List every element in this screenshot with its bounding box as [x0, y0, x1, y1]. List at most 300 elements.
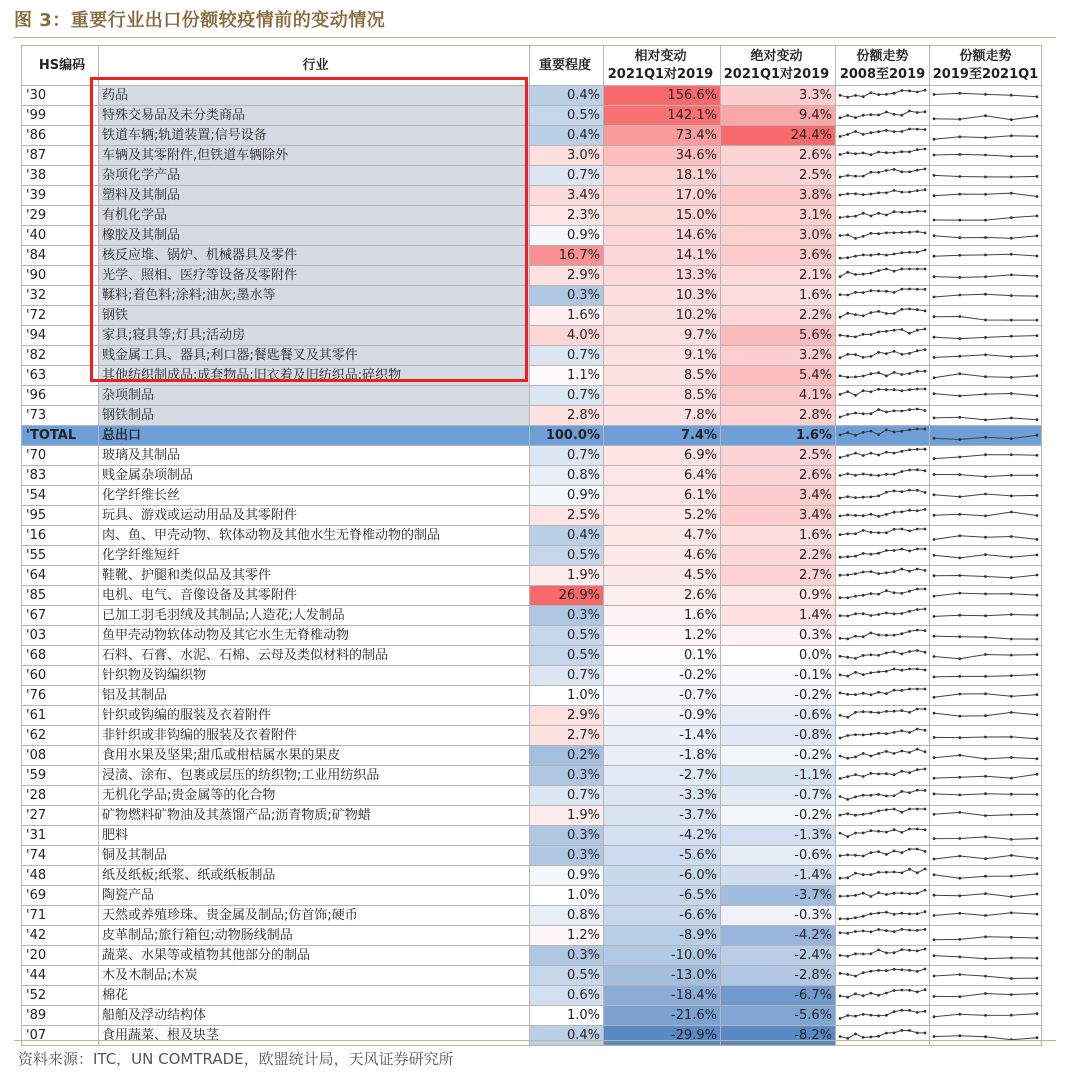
sparkline-point — [870, 711, 873, 714]
sparkline-point — [900, 968, 903, 971]
importance-cell: 2.9% — [530, 266, 604, 286]
sparkline-point — [839, 556, 842, 559]
sparkline-point — [908, 711, 911, 714]
sparkline-point — [1010, 936, 1013, 939]
sparkline-point — [877, 793, 880, 796]
sparkline-point — [870, 592, 873, 595]
sparkline-point — [870, 733, 873, 736]
sparkline-svg — [930, 86, 1041, 105]
sparkline-point — [984, 493, 987, 496]
absolute-change-cell: 3.3% — [721, 86, 836, 106]
sparkline-line — [840, 749, 925, 758]
table-row — [22, 746, 1042, 766]
sparkline-point — [893, 113, 896, 116]
sparkline-point — [1010, 793, 1013, 796]
sparkline-point — [958, 315, 961, 318]
sparkline-svg — [930, 286, 1041, 305]
sparkline-point — [885, 312, 888, 315]
table-row — [22, 886, 1042, 906]
absolute-change-cell: -4.2% — [721, 926, 836, 946]
sparkline-point — [933, 174, 936, 177]
importance-cell: 0.3% — [530, 286, 604, 306]
sparkline-line — [840, 1030, 925, 1038]
sparkline-2019-2021 — [930, 1006, 1042, 1026]
absolute-change-cell: -0.2% — [721, 686, 836, 706]
relative-change-cell: 6.4% — [604, 466, 721, 486]
sparkline-point — [885, 231, 888, 234]
sparkline-point — [854, 273, 857, 276]
sparkline-point — [893, 473, 896, 476]
table-row — [22, 366, 1042, 386]
sparkline-2008-2019 — [836, 526, 930, 546]
sparkline-point — [877, 495, 880, 498]
sparkline-point — [885, 451, 888, 454]
sparkline-line — [840, 790, 925, 799]
sparkline-point — [916, 1011, 919, 1014]
sparkline-svg — [836, 1006, 929, 1025]
sparkline-point — [984, 975, 987, 978]
sparkline-svg — [836, 766, 929, 785]
sparkline-point — [885, 549, 888, 552]
relative-change-cell: 9.7% — [604, 326, 721, 346]
sparkline-point — [916, 548, 919, 551]
industry-name-cell: 药品 — [99, 86, 530, 106]
sparkline-2008-2019 — [836, 366, 930, 386]
sparkline-point — [854, 796, 857, 799]
sparkline-svg — [930, 606, 1041, 625]
sparkline-point — [1036, 434, 1039, 437]
sparkline-point — [984, 792, 987, 795]
sparkline-point — [885, 853, 888, 856]
sparkline-point — [1036, 354, 1039, 357]
sparkline-2008-2019 — [836, 546, 930, 566]
sparkline-point — [846, 895, 849, 898]
sparkline-point — [1010, 654, 1013, 657]
sparkline-line — [840, 470, 925, 476]
sparkline-point — [862, 356, 865, 359]
sparkline-point — [924, 448, 927, 451]
importance-cell: 26.9% — [530, 586, 604, 606]
importance-cell: 0.5% — [530, 546, 604, 566]
sparkline-point — [877, 253, 880, 256]
sparkline-point — [933, 756, 936, 759]
sparkline-point — [958, 395, 961, 398]
sparkline-point — [870, 632, 873, 635]
absolute-change-cell: 2.5% — [721, 446, 836, 466]
sparkline-point — [885, 191, 888, 194]
table-row — [22, 146, 1042, 166]
sparkline-point — [846, 96, 849, 99]
sparkline-svg — [930, 246, 1041, 265]
sparkline-point — [870, 812, 873, 815]
sparkline-point — [924, 188, 927, 191]
industry-name-cell: 无机化学品;贵金属等的化合物 — [99, 786, 530, 806]
sparkline-point — [877, 891, 880, 894]
hs-code-cell: '89 — [22, 1006, 99, 1026]
sparkline-point — [846, 114, 849, 117]
table-row — [22, 766, 1042, 786]
importance-cell: 2.8% — [530, 406, 604, 426]
sparkline-point — [862, 692, 865, 695]
importance-cell: 1.6% — [530, 306, 604, 326]
sparkline-point — [908, 731, 911, 734]
sparkline-point — [893, 850, 896, 853]
absolute-change-cell: 1.6% — [721, 526, 836, 546]
sparkline-point — [839, 176, 842, 179]
sparkline-point — [877, 515, 880, 518]
header-trend-2008-2019-sub: 2008至2019 — [839, 66, 926, 82]
sparkline-point — [958, 794, 961, 797]
sparkline-2019-2021 — [930, 846, 1042, 866]
header-absolute-change-label: 绝对变动 — [750, 48, 803, 64]
sparkline-point — [1010, 977, 1013, 980]
sparkline-point — [916, 388, 919, 391]
sparkline-svg — [836, 166, 929, 185]
table-row — [22, 686, 1042, 706]
sparkline-point — [900, 928, 903, 931]
sparkline-point — [846, 174, 849, 177]
sparkline-2019-2021 — [930, 306, 1042, 326]
sparkline-point — [958, 534, 961, 537]
sparkline-point — [885, 1014, 888, 1017]
hs-code-cell: '64 — [22, 566, 99, 586]
sparkline-point — [839, 995, 842, 998]
industry-name-cell: 蔬菜、水果等或植物其他部分的制品 — [99, 946, 530, 966]
sparkline-point — [877, 691, 880, 694]
sparkline-point — [1010, 155, 1013, 158]
relative-change-cell: -21.6% — [604, 1006, 721, 1026]
sparkline-point — [1036, 295, 1039, 298]
hs-code-cell: '83 — [22, 466, 99, 486]
sparkline-point — [900, 669, 903, 672]
sparkline-point — [1010, 511, 1013, 514]
sparkline-point — [933, 813, 936, 816]
sparkline-point — [1036, 235, 1039, 238]
importance-cell: 0.8% — [530, 906, 604, 926]
sparkline-point — [893, 951, 896, 954]
sparkline-point — [916, 91, 919, 94]
sparkline-point — [984, 236, 987, 239]
sparkline-point — [958, 995, 961, 998]
importance-cell: 4.0% — [530, 326, 604, 346]
sparkline-point — [854, 291, 857, 294]
sparkline-point — [877, 850, 880, 853]
absolute-change-cell: 0.0% — [721, 646, 836, 666]
sparkline-point — [908, 352, 911, 355]
industry-name-cell: 其他纺织制成品;成套物品;旧衣着及旧纺织品;碎织物 — [99, 366, 530, 386]
sparkline-point — [877, 191, 880, 194]
share-change-table — [21, 45, 1042, 1046]
sparkline-point — [893, 490, 896, 493]
sparkline-point — [846, 1014, 849, 1017]
sparkline-point — [862, 635, 865, 638]
sparkline-line — [840, 190, 925, 195]
sparkline-line — [840, 309, 925, 317]
sparkline-point — [893, 231, 896, 234]
importance-cell: 0.7% — [530, 446, 604, 466]
sparkline-point — [877, 388, 880, 391]
sparkline-svg — [836, 246, 929, 265]
sparkline-point — [924, 1032, 927, 1035]
sparkline-point — [870, 311, 873, 314]
sparkline-point — [854, 756, 857, 759]
relative-change-cell: 6.1% — [604, 486, 721, 506]
header-trend-2019-2021-label: 份额走势 — [959, 48, 1012, 64]
sparkline-svg — [836, 126, 929, 145]
sparkline-2019-2021 — [930, 286, 1042, 306]
importance-cell: 0.3% — [530, 846, 604, 866]
sparkline-point — [900, 450, 903, 453]
industry-name-cell: 车辆及其零附件,但铁道车辆除外 — [99, 146, 530, 166]
sparkline-2008-2019 — [836, 586, 930, 606]
sparkline-point — [862, 333, 865, 336]
hs-code-cell: '63 — [22, 366, 99, 386]
hs-code-cell: '31 — [22, 826, 99, 846]
sparkline-point — [1036, 638, 1039, 641]
header-trend-2019-2021-sub: 2019至2021Q1 — [932, 66, 1039, 82]
relative-change-cell: 0.1% — [604, 646, 721, 666]
absolute-change-cell: -3.7% — [721, 886, 836, 906]
sparkline-point — [958, 276, 961, 279]
sparkline-point — [893, 591, 896, 594]
sparkline-point — [916, 912, 919, 915]
sparkline-point — [1036, 155, 1039, 158]
importance-cell: 2.9% — [530, 706, 604, 726]
hs-code-cell: '39 — [22, 186, 99, 206]
sparkline-line — [840, 509, 925, 516]
industry-name-cell: 杂项化学产品 — [99, 166, 530, 186]
sparkline-point — [900, 308, 903, 311]
importance-cell: 2.7% — [530, 726, 604, 746]
sparkline-point — [908, 848, 911, 851]
sparkline-point — [908, 90, 911, 93]
sparkline-point — [1010, 134, 1013, 137]
sparkline-2008-2019 — [836, 986, 930, 1006]
sparkline-line — [840, 250, 925, 258]
sparkline-point — [1010, 895, 1013, 898]
importance-cell: 1.0% — [530, 886, 604, 906]
table-row-total — [22, 426, 1042, 446]
sparkline-point — [893, 549, 896, 552]
relative-change-cell: 15.0% — [604, 206, 721, 226]
relative-change-cell: 6.9% — [604, 446, 721, 466]
sparkline-point — [846, 271, 849, 274]
sparkline-point — [870, 1014, 873, 1017]
sparkline-point — [984, 293, 987, 296]
sparkline-point — [908, 688, 911, 691]
sparkline-point — [984, 436, 987, 439]
absolute-change-cell: -0.6% — [721, 706, 836, 726]
sparkline-point — [958, 894, 961, 897]
sparkline-svg — [930, 706, 1041, 725]
sparkline-point — [916, 748, 919, 751]
sparkline-point — [984, 614, 987, 617]
industry-name-cell: 总出口 — [99, 426, 530, 446]
sparkline-line — [840, 869, 925, 878]
sparkline-point — [870, 171, 873, 174]
sparkline-point — [839, 257, 842, 260]
sparkline-point — [916, 489, 919, 492]
sparkline-point — [854, 671, 857, 674]
sparkline-svg — [836, 866, 929, 885]
sparkline-point — [958, 877, 961, 880]
relative-change-cell: 14.6% — [604, 226, 721, 246]
sparkline-svg — [836, 746, 929, 765]
sparkline-point — [862, 710, 865, 713]
sparkline-point — [908, 570, 911, 573]
sparkline-svg — [836, 446, 929, 465]
sparkline-svg — [930, 866, 1041, 885]
sparkline-point — [862, 431, 865, 434]
sparkline-point — [924, 491, 927, 494]
sparkline-svg — [836, 666, 929, 685]
sparkline-point — [854, 1033, 857, 1036]
sparkline-2008-2019 — [836, 666, 930, 686]
importance-cell: 0.3% — [530, 606, 604, 626]
sparkline-line — [840, 211, 925, 217]
absolute-change-cell: -0.6% — [721, 846, 836, 866]
sparkline-svg — [836, 946, 929, 965]
sparkline-point — [958, 513, 961, 516]
sparkline-point — [1010, 94, 1013, 97]
sparkline-point — [933, 975, 936, 978]
sparkline-2008-2019 — [836, 506, 930, 526]
sparkline-point — [916, 708, 919, 711]
relative-change-cell: -1.8% — [604, 746, 721, 766]
relative-change-cell: -3.3% — [604, 786, 721, 806]
sparkline-point — [839, 474, 842, 477]
sparkline-point — [1010, 875, 1013, 878]
sparkline-point — [1010, 392, 1013, 395]
industry-name-cell: 矿物燃料矿物油及其蒸馏产品;沥青物质;矿物蜡 — [99, 806, 530, 826]
sparkline-point — [933, 93, 936, 96]
importance-cell: 0.8% — [530, 466, 604, 486]
sparkline-svg — [930, 266, 1041, 285]
sparkline-point — [984, 692, 987, 695]
sparkline-point — [958, 956, 961, 959]
sparkline-point — [839, 596, 842, 599]
sparkline-point — [916, 329, 919, 332]
sparkline-svg — [930, 166, 1041, 185]
sparkline-point — [924, 528, 927, 531]
sparkline-point — [984, 653, 987, 656]
sparkline-point — [984, 353, 987, 356]
sparkline-point — [1036, 594, 1039, 597]
sparkline-point — [870, 153, 873, 156]
sparkline-point — [854, 952, 857, 955]
sparkline-point — [870, 913, 873, 916]
sparkline-point — [877, 1035, 880, 1038]
hs-code-cell: '90 — [22, 266, 99, 286]
sparkline-svg — [930, 546, 1041, 565]
sparkline-2019-2021 — [930, 686, 1042, 706]
sparkline-2019-2021 — [930, 106, 1042, 126]
sparkline-svg — [930, 486, 1041, 505]
sparkline-point — [846, 973, 849, 976]
absolute-change-cell: 1.6% — [721, 286, 836, 306]
sparkline-2008-2019 — [836, 486, 930, 506]
sparkline-point — [885, 871, 888, 874]
sparkline-line — [840, 890, 925, 896]
sparkline-point — [933, 858, 936, 861]
sparkline-point — [877, 773, 880, 776]
sparkline-point — [885, 388, 888, 391]
sparkline-point — [908, 771, 911, 774]
sparkline-point — [916, 629, 919, 632]
importance-cell: 3.4% — [530, 186, 604, 206]
sparkline-point — [877, 433, 880, 436]
sparkline-point — [862, 855, 865, 858]
sparkline-point — [893, 913, 896, 916]
sparkline-point — [908, 1009, 911, 1012]
sparkline-point — [900, 171, 903, 174]
sparkline-point — [924, 708, 927, 711]
sparkline-point — [908, 428, 911, 431]
hs-code-cell: 'TOTAL — [22, 426, 99, 446]
industry-name-cell: 钢铁制品 — [99, 406, 530, 426]
sparkline-point — [908, 868, 911, 871]
sparkline-point — [916, 230, 919, 233]
sparkline-line — [840, 990, 925, 998]
sparkline-point — [984, 319, 987, 322]
sparkline-point — [900, 871, 903, 874]
sparkline-svg — [930, 1006, 1041, 1025]
industry-name-cell: 食用蔬菜、根及块茎 — [99, 1026, 530, 1046]
industry-name-cell: 肉、鱼、甲壳动物、软体动物及其他水生无脊椎动物的制品 — [99, 526, 530, 546]
sparkline-point — [854, 1015, 857, 1018]
sparkline-2019-2021 — [930, 386, 1042, 406]
sparkline-point — [933, 255, 936, 258]
industry-name-cell: 船舶及浮动结构体 — [99, 1006, 530, 1026]
sparkline-point — [924, 89, 927, 92]
sparkline-point — [1036, 554, 1039, 557]
sparkline-point — [1010, 192, 1013, 195]
sparkline-point — [916, 148, 919, 151]
sparkline-point — [900, 251, 903, 254]
importance-cell: 0.5% — [530, 646, 604, 666]
sparkline-point — [1010, 274, 1013, 277]
sparkline-point — [933, 712, 936, 715]
header-industry: 行业 — [99, 46, 530, 86]
sparkline-point — [1010, 437, 1013, 440]
sparkline-point — [862, 1013, 865, 1016]
hs-code-cell: '42 — [22, 926, 99, 946]
sparkline-point — [862, 971, 865, 974]
sparkline-point — [839, 153, 842, 156]
sparkline-svg — [836, 686, 929, 705]
sparkline-point — [862, 133, 865, 136]
sparkline-point — [1010, 417, 1013, 420]
industry-name-cell: 化学纤维长丝 — [99, 486, 530, 506]
absolute-change-cell: 2.6% — [721, 146, 836, 166]
sparkline-point — [1036, 937, 1039, 940]
sparkline-point — [933, 296, 936, 299]
relative-change-cell: -10.0% — [604, 946, 721, 966]
sparkline-svg — [930, 726, 1041, 745]
sparkline-point — [908, 892, 911, 895]
sparkline-point — [1036, 394, 1039, 397]
sparkline-2019-2021 — [930, 806, 1042, 826]
sparkline-point — [916, 991, 919, 994]
importance-cell: 0.3% — [530, 766, 604, 786]
sparkline-point — [958, 495, 961, 498]
sparkline-point — [877, 269, 880, 272]
sparkline-point — [924, 310, 927, 313]
header-trend-2008-2019 — [836, 46, 930, 86]
relative-change-cell: -4.2% — [604, 826, 721, 846]
sparkline-point — [924, 688, 927, 691]
sparkline-point — [924, 928, 927, 931]
